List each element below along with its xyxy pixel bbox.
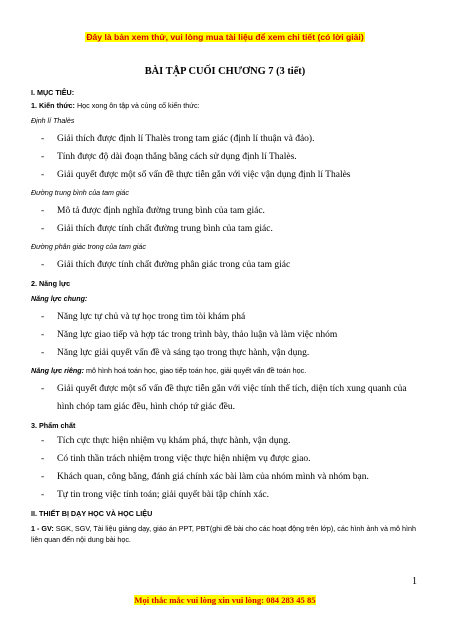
knowledge-line xyxy=(31,99,421,112)
knowledge-label: 1. Kiến thức: xyxy=(31,101,75,110)
contact-footer-text: Mọi thắc mắc vui lòng xin vui lòng: 084 283 45 85 xyxy=(134,595,316,605)
list-item: - Giải quyết được một số vấn đề thực tiễn gắn với việc vận dụng định lí Thalès xyxy=(41,170,351,180)
contact-footer xyxy=(0,590,450,608)
list-item-text: Giải quyết được một số vấn đề thực tiễn gắn với việc tính thể tích, diện tích xung quanh của hình chóp tam giác đều, hình chóp tứ giác đều. xyxy=(57,384,407,412)
thales-list xyxy=(31,130,421,184)
bisector-list xyxy=(31,256,421,274)
teacher-materials xyxy=(31,523,421,545)
list-item: - Tính được độ dài đoạn thẳng bằng cách sử dụng định lí Thalès. xyxy=(41,152,297,162)
general-competence-list xyxy=(31,308,421,362)
subtopic-midline: Đường trung bình của tam giác xyxy=(31,189,129,197)
list-item-text: Tích cực thực hiện nhiệm vụ khám phá, thực hành, vận dụng. xyxy=(57,436,291,446)
document-title: BÀI TẬP CUỐI CHƯƠNG 7 (3 tiết) xyxy=(144,66,306,77)
list-item-text: Năng lực giải quyết vấn đề và sáng tạo trong thực hành, vận dụng. xyxy=(57,348,310,358)
knowledge-text: Học xong ôn tập và củng cố kiến thức: xyxy=(74,101,200,110)
list-item-text: Năng lực tự chủ và tự học trong tìm tòi khám phá xyxy=(57,312,246,322)
list-item-text: Tính được độ dài đoạn thẳng bằng cách sử dụng định lí Thalès. xyxy=(57,152,297,162)
teacher-label: 1 - GV: xyxy=(31,524,54,533)
subtopic-thales: Định lí Thalès xyxy=(31,117,75,125)
list-item-text: Tự tin trong việc tính toán; giải quyết bài tập chính xác. xyxy=(57,490,269,500)
list-item: - Giải quyết được một số vấn đề thực tiễn gắn với việc tính thể tích, diện tích xung quanh của hình chóp tam giác đều, hình chóp tứ giác đều. xyxy=(41,384,407,412)
list-item-text: Mô tả được định nghĩa đường trung bình của tam giác. xyxy=(57,206,265,216)
document-body xyxy=(31,86,421,545)
list-item-text: Giải thích được tính chất đường trung bình của tam giác. xyxy=(57,224,273,234)
list-item-text: Khách quan, công bằng, đánh giá chính xác bài làm của nhóm mình và nhóm bạn. xyxy=(57,472,369,482)
list-item: - Giải thích được định lí Thalès trong tam giác (định lí thuận và đảo). xyxy=(41,134,315,144)
section-heading-equipment: II. THIẾT BỊ DẠY HỌC VÀ HỌC LIỆU xyxy=(31,509,153,518)
subtopic-bisector: Đường phân giác trong của tam giác xyxy=(31,243,146,251)
section-heading-competence: 2. Năng lực xyxy=(31,279,71,288)
list-item: - Giải thích được tính chất đường phân giác trong của tam giác xyxy=(41,260,291,270)
list-item-text: Giải thích được định lí Thalès trong tam giác (định lí thuận và đảo). xyxy=(57,134,315,144)
list-item: - Có tinh thần trách nhiệm trong việc thực hiện nhiệm vụ được giao. xyxy=(41,454,311,464)
list-item-text: Giải thích được tính chất đường phân giác trong của tam giác xyxy=(57,260,291,270)
teacher-text: SGK, SGV, Tài liệu giảng dạy, giáo án PPT, PBT(ghi đề bài cho các hoạt động trên lớp), các hình ảnh và mô hình liên quan đến nội dung bài học. xyxy=(31,524,416,544)
specific-competence-text: mô hình hoá toán học, giao tiếp toán học, giải quyết vấn đề toán học. xyxy=(84,366,307,375)
list-item: - Tự tin trong việc tính toán; giải quyết bài tập chính xác. xyxy=(41,490,269,500)
qualities-list xyxy=(31,432,421,504)
list-item: - Năng lực giao tiếp và hợp tác trong trình bày, thảo luận và làm việc nhóm xyxy=(41,330,338,340)
specific-competence-list xyxy=(31,380,421,416)
list-item: - Năng lực giải quyết vấn đề và sáng tạo trong thực hành, vận dụng. xyxy=(41,348,310,358)
list-item: - Tích cực thực hiện nhiệm vụ khám phá, thực hành, vận dụng. xyxy=(41,436,291,446)
list-item: - Năng lực tự chủ và tự học trong tìm tòi khám phá xyxy=(41,312,246,322)
page-number: 1 xyxy=(412,576,417,587)
list-item-text: Năng lực giao tiếp và hợp tác trong trình bày, thảo luận và làm việc nhóm xyxy=(57,330,338,340)
specific-competence-line xyxy=(31,362,421,380)
list-item-text: Có tinh thần trách nhiệm trong việc thực hiện nhiệm vụ được giao. xyxy=(57,454,311,464)
section-heading-qualities: 3. Phẩm chất xyxy=(31,421,76,430)
midline-list xyxy=(31,202,421,238)
list-item: - Mô tả được định nghĩa đường trung bình của tam giác. xyxy=(41,206,265,216)
general-competence-label: Năng lực chung: xyxy=(31,295,88,303)
list-item: - Khách quan, công bằng, đánh giá chính xác bài làm của nhóm mình và nhóm bạn. xyxy=(41,472,369,482)
preview-banner xyxy=(0,27,450,45)
specific-competence-label: Năng lực riêng: xyxy=(31,366,85,375)
section-heading-objectives: I. MỤC TIÊU: xyxy=(31,88,75,97)
list-item-text: Giải quyết được một số vấn đề thực tiễn gắn với việc vận dụng định lí Thalès xyxy=(57,170,351,180)
preview-banner-text: Đây là bản xem thử, vui lòng mua tài liệu để xem chi tiết (có lời giải) xyxy=(86,32,364,42)
list-item: - Giải thích được tính chất đường trung bình của tam giác. xyxy=(41,224,273,234)
